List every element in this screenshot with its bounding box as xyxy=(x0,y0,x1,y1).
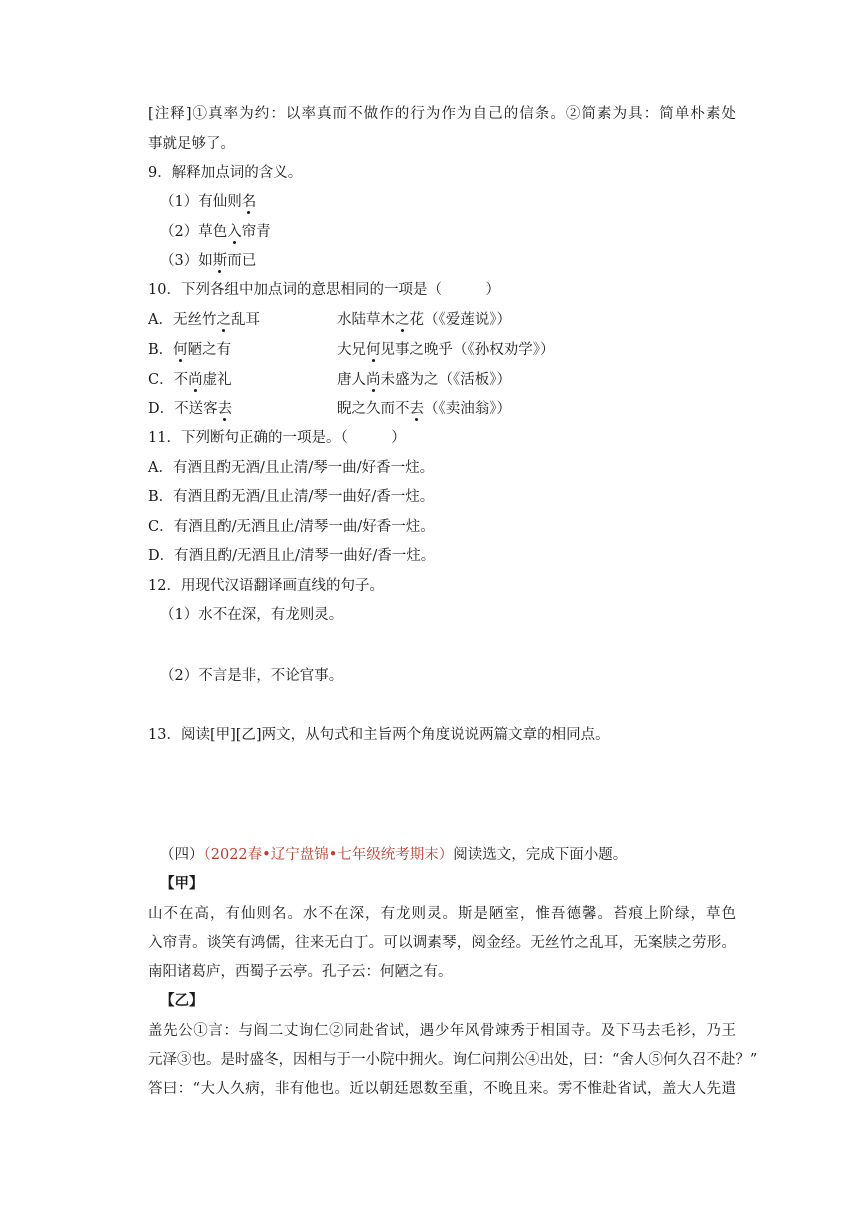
emphasis-dot-char: 入 xyxy=(227,224,242,240)
question-9-item-3: （3）如斯而已 xyxy=(160,253,257,269)
source-tag: （2022春•辽宁盘锦•七年级统考期末） xyxy=(203,847,454,863)
yi-label: 【乙】 xyxy=(160,992,204,1009)
yi-text-line-3: 答曰：“大人久病，非有他也。近以朝廷恩数至重，不晚且来。雱不惟赴省试，盖大人先遣 xyxy=(148,1081,736,1097)
yi-text-line-2: 元泽③也。是时盛冬，因相与于一小院中拥火。询仁问荆公④出处，曰：“舍人⑤何久召不赴？” xyxy=(148,1052,758,1068)
emphasis-dot-char: 斯 xyxy=(212,253,228,269)
jia-text-line-3: 南阳诸葛庐，西蜀子云亭。孔子云：何陋之有。 xyxy=(148,964,453,980)
jia-text-line-2: 入帘青。谈笑有鸿儒，往来无白丁。可以调素琴，阅金经。无丝竹之乱耳，无案牍之劳形。 xyxy=(148,935,736,951)
question-9-stem: 9．解释加点词的含义。 xyxy=(148,165,303,181)
question-9-item-2: （2）草色入帘青 xyxy=(160,224,271,240)
jia-text-line-1: 山不在高，有仙则名。水不在深，有龙则灵。斯是陋室，惟吾德馨。苔痕上阶绿，草色 xyxy=(148,906,736,922)
question-11-option-d: D．有酒且酌/无酒且止/清琴一曲好/香一炷。 xyxy=(148,548,436,564)
question-11-stem: 11．下列断句正确的一项是。（ ） xyxy=(148,430,406,446)
note-line-1: [注释]①真率为约：以率真而不做作的行为作为自己的信条。②简素为具：简单朴素处 xyxy=(148,106,736,122)
yi-text-line-1: 盖先公①言：与阎二丈询仁②同赴省试，遇少年风骨竦秀于相国寺。及下马去毛衫，乃王 xyxy=(148,1023,736,1039)
section-4-header: （四）（2022春•辽宁盘锦•七年级统考期末）阅读选文，完成下面小题。 xyxy=(160,847,628,863)
question-11-option-a: A．有酒且酌无酒/且止清/琴一曲/好香一炷。 xyxy=(148,460,435,476)
jia-label: 【甲】 xyxy=(160,875,204,892)
question-13-stem: 13．阅读[甲][乙]两文，从句式和主旨两个角度说说两篇文章的相同点。 xyxy=(148,727,610,743)
question-9-item-1: （1）有仙则名 xyxy=(160,194,257,210)
note-line-2: 事就足够了。 xyxy=(148,136,235,152)
question-12-item-2: （2）不言是非，不论官事。 xyxy=(160,668,344,684)
question-12-item-1: （1）水不在深，有龙则灵。 xyxy=(160,607,344,623)
question-11-option-b: B．有酒且酌无酒/且止清/琴一曲好/香一炷。 xyxy=(148,489,435,505)
question-10-stem: 10．下列各组中加点词的意思相同的一项是（ ） xyxy=(148,282,500,298)
question-11-option-c: C．有酒且酌/无酒且止/清琴一曲/好香一炷。 xyxy=(148,519,435,535)
emphasis-dot-char: 名 xyxy=(241,194,257,210)
question-12-stem: 12．用现代汉语翻译画直线的句子。 xyxy=(148,578,384,594)
